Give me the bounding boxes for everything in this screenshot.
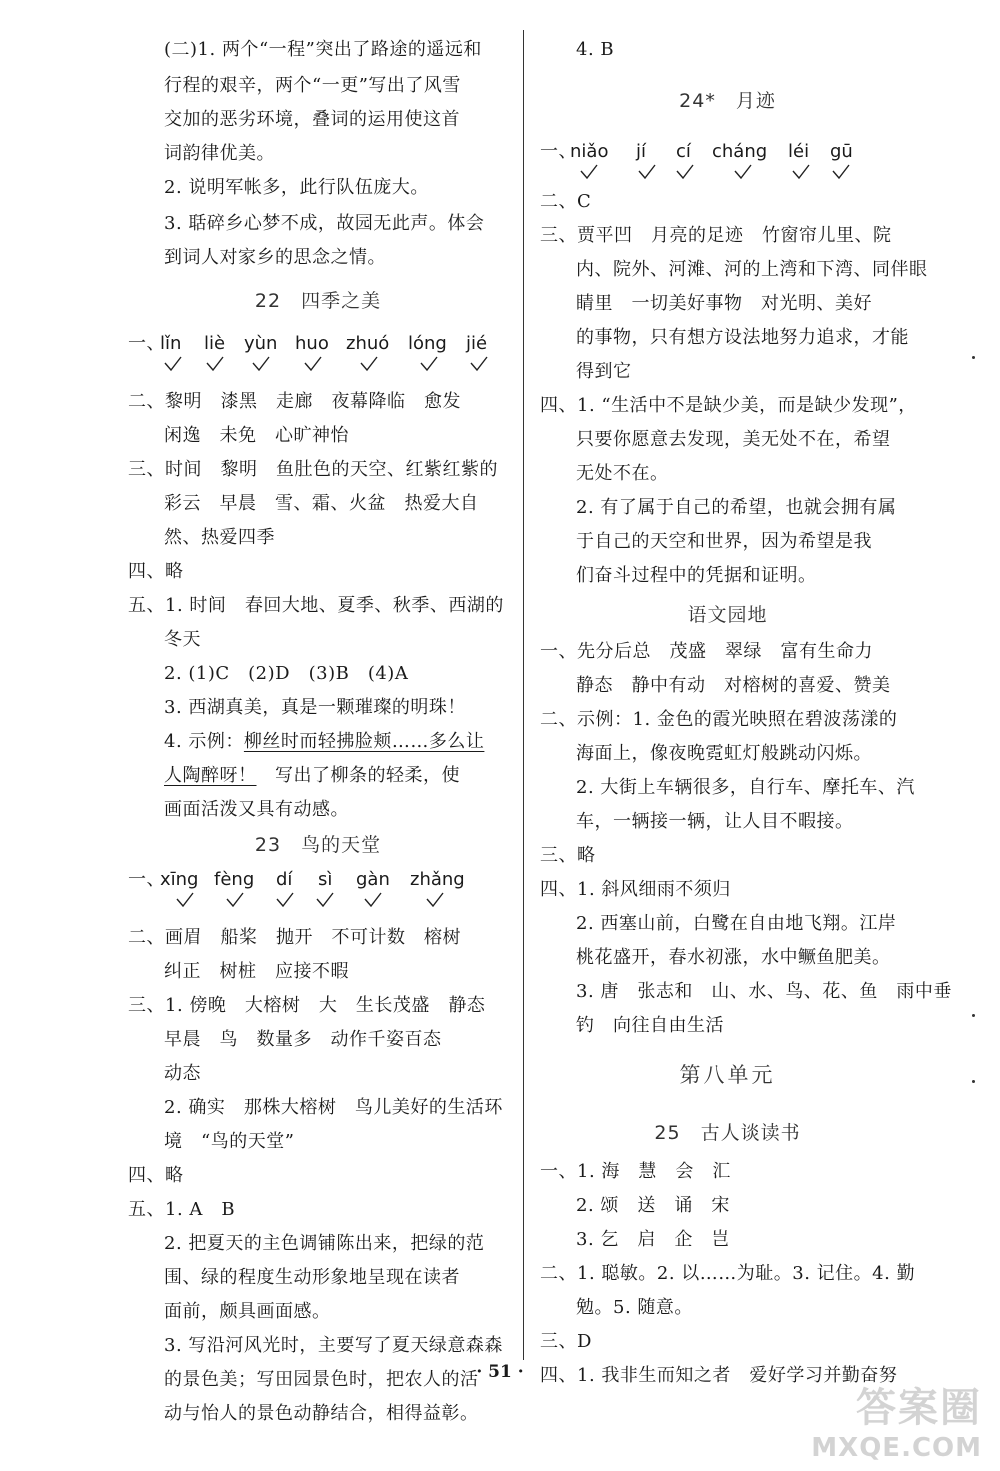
text-line: 内、院外、河滩、河的上湾和下湾、同伴眼 [576, 259, 928, 280]
pinyin: niǎo [570, 141, 609, 162]
text-line: 交加的恶劣环境，叠词的运用使这首 [164, 109, 460, 130]
text-span: 4. 示例： [164, 731, 244, 752]
text-line: 三、1. 傍晚 大榕树 大 生长茂盛 静态 [128, 995, 486, 1016]
text-line: 五、1. A B [128, 1199, 236, 1220]
pinyin: huo [295, 333, 329, 354]
text-line: 2. 颂 送 诵 宋 [576, 1195, 730, 1216]
text-line: 一、先分后总 茂盛 翠绿 富有生命力 [540, 641, 873, 662]
text-line: 的景色美；写田园景色时，把农人的活 [164, 1369, 479, 1390]
text-line: 动态 [164, 1063, 201, 1084]
underlined-text: 人陶醉呀！ [164, 765, 257, 786]
column-divider [523, 30, 524, 1360]
text-line: 静态 静中有动 对榕树的喜爱、赞美 [576, 675, 891, 696]
pinyin: zhuó [346, 333, 390, 354]
text-line: 桃花盛开，春水初涨，水中鳜鱼肥美。 [576, 947, 891, 968]
text-line: 三、时间 黎明 鱼肚色的天空、红紫红紫的 [128, 459, 498, 480]
checkmark-icon [206, 356, 224, 372]
text-line: 车，一辆接一辆，让人目不暇接。 [576, 811, 854, 832]
text-line: 3. 唐 张志和 山、水、鸟、花、鱼 雨中垂 [576, 981, 952, 1002]
text-line: 睛里 一切美好事物 对光明、美好 [576, 293, 872, 314]
underlined-text: 柳丝时而轻拂脸颊……多么让 [243, 731, 485, 752]
text-line: 四、1. 斜风细雨不须归 [540, 879, 731, 900]
text-line: 三、贾平凹 月亮的足迹 竹窗帘儿里、院 [540, 225, 892, 246]
checkmark-icon [734, 164, 752, 180]
text-line: 到词人对家乡的思念之情。 [164, 247, 386, 268]
checkmark-icon [426, 892, 444, 908]
watermark-url: MXQE.COM [811, 1433, 982, 1463]
text-line: 3. 写沿河风光时，主要写了夏天绿意森森 [164, 1335, 503, 1356]
section-title: 语文园地 [687, 604, 768, 626]
text-line: 海面上，像夜晚霓虹灯般跳动闪烁。 [576, 743, 872, 764]
text-line: 4. B [576, 39, 615, 60]
checkmark-icon [792, 164, 810, 180]
text-line: 面前，颇具画面感。 [164, 1301, 331, 1322]
text-line: 纠正 树桩 应接不暇 [164, 961, 349, 982]
checkmark-icon [638, 164, 656, 180]
text-span: 写出了柳条的轻柔，使 [256, 765, 460, 786]
text-line: 二、1. 聪敏。2. 以……为耻。3. 记住。4. 勤 [540, 1263, 916, 1284]
pinyin: xīng [160, 869, 199, 890]
text-line: 四、1. 我非生而知之者 爱好学习并勤奋努 [540, 1365, 898, 1386]
pinyin: lǐn [160, 333, 182, 354]
checkmark-icon [176, 892, 194, 908]
scan-speck [972, 1014, 975, 1017]
text-line: 2. (1)C (2)D (3)B (4)A [164, 663, 409, 684]
text-line: 动与怡人的景色动静结合，相得益彰。 [164, 1403, 479, 1424]
pinyin: cí [676, 141, 691, 162]
text-line [164, 730, 484, 754]
text-line: 画面活泼又具有动感。 [164, 799, 349, 820]
text-line: 2. 确实 那株大榕树 鸟儿美好的生活环 [164, 1097, 503, 1118]
pinyin: zhǎng [410, 869, 465, 890]
pinyin: fèng [214, 869, 255, 890]
unit-title: 第八单元 [679, 1063, 776, 1087]
text-line: 冬天 [164, 629, 201, 650]
watermark [811, 1376, 982, 1463]
text-line: 只要你愿意去发现，美无处不在，希望 [576, 429, 891, 450]
pinyin: jí [636, 141, 647, 162]
text-line: 早晨 鸟 数量多 动作千姿百态 [164, 1029, 442, 1050]
checkmark-row [128, 892, 508, 912]
pinyin: gū [830, 141, 853, 162]
text-line: 二、C [540, 191, 592, 212]
checkmark-icon [580, 164, 598, 180]
text-line: 钓 向往自由生活 [576, 1015, 724, 1036]
text-line: (二)1. 两个“一程”突出了路途的遥远和 [164, 39, 482, 60]
text-line: 四、略 [128, 1165, 184, 1186]
text-line: 3. 聒碎乡心梦不成，故园无此声。体会 [164, 213, 485, 234]
checkmark-icon [364, 892, 382, 908]
text-line: 四、略 [128, 561, 184, 582]
checkmark-icon [832, 164, 850, 180]
lesson-title: 25 古人谈读书 [654, 1122, 801, 1144]
pinyin: jié [466, 333, 488, 354]
text-line: 四、1. “生活中不是缺少美，而是缺少发现”， [540, 395, 917, 416]
pinyin-prefix: 一、 [128, 333, 165, 354]
lesson-title: 22 四季之美 [254, 290, 382, 312]
text-line: 无处不在。 [576, 463, 669, 484]
pinyin: liè [204, 333, 226, 354]
pinyin: yùn [244, 333, 278, 354]
text-line: 二、画眉 船桨 抛开 不可计数 榕树 [128, 927, 461, 948]
text-line: 词韵律优美。 [164, 143, 275, 164]
checkmark-icon [164, 356, 182, 372]
pinyin: gàn [356, 869, 390, 890]
checkmark-icon [252, 356, 270, 372]
text-line: 2. 把夏天的主色调铺陈出来，把绿的范 [164, 1233, 485, 1254]
text-line: 2. 大街上车辆很多，自行车、摩托车、汽 [576, 777, 915, 798]
scan-speck [972, 1080, 975, 1083]
lesson-title: 23 鸟的天堂 [254, 834, 382, 856]
text-line: 三、略 [540, 845, 596, 866]
text-line: 一、1. 海 慧 会 汇 [540, 1161, 731, 1182]
pinyin-prefix: 一、 [128, 869, 165, 890]
checkmark-row [128, 356, 508, 376]
checkmark-icon [276, 892, 294, 908]
scan-speck [972, 356, 975, 359]
text-line: 得到它 [576, 361, 632, 382]
text-line: 2. 有了属于自己的希望，也就会拥有属 [576, 497, 897, 518]
text-line: 围、绿的程度生动形象地呈现在读者 [164, 1267, 460, 1288]
page-number: · 51 · [476, 1362, 524, 1382]
text-line: 闲逸 未免 心旷神怡 [164, 425, 349, 446]
text-line: 3. 西湖真美，真是一颗璀璨的明珠！ [164, 697, 466, 718]
checkmark-icon [316, 892, 334, 908]
text-line: 境 “鸟的天堂” [164, 1131, 295, 1152]
pinyin: dí [276, 869, 293, 890]
text-line: 行程的艰辛，两个“一更”写出了风雪 [164, 75, 461, 96]
checkmark-icon [470, 356, 488, 372]
pinyin: léi [788, 141, 810, 162]
text-line: 勉。5. 随意。 [576, 1297, 693, 1318]
checkmark-icon [360, 356, 378, 372]
text-line: 2. 说明军帐多，此行队伍庞大。 [164, 177, 429, 198]
text-line: 然、热爱四季 [164, 527, 275, 548]
text-line: 彩云 早晨 雪、霜、火盆 热爱大自 [164, 493, 479, 514]
text-line [164, 764, 460, 788]
checkmark-icon [226, 892, 244, 908]
text-line: 的事物，只有想方设法地努力追求，才能 [576, 327, 909, 348]
text-line: 二、黎明 漆黑 走廊 夜幕降临 愈发 [128, 391, 461, 412]
text-line: 二、示例：1. 金色的霞光映照在碧波荡漾的 [540, 709, 898, 730]
checkmark-icon [676, 164, 694, 180]
watermark-logo-text: 答案圈 [856, 1385, 982, 1431]
pinyin: lóng [408, 333, 447, 354]
pinyin-prefix: 一、 [540, 141, 577, 162]
text-line: 五、1. 时间 春回大地、夏季、秋季、西湖的 [128, 595, 504, 616]
checkmark-row [540, 164, 915, 184]
pinyin: sì [318, 869, 333, 890]
text-line: 三、D [540, 1331, 592, 1352]
lesson-title: 24* 月迹 [679, 90, 776, 112]
text-line: 们奋斗过程中的凭据和证明。 [576, 565, 817, 586]
text-line: 3. 乞 启 企 岂 [576, 1229, 730, 1250]
text-line: 于自己的天空和世界，因为希望是我 [576, 531, 872, 552]
checkmark-icon [420, 356, 438, 372]
checkmark-icon [304, 356, 322, 372]
text-line: 2. 西塞山前，白鹭在自由地飞翔。江岸 [576, 913, 897, 934]
pinyin: cháng [712, 141, 768, 162]
